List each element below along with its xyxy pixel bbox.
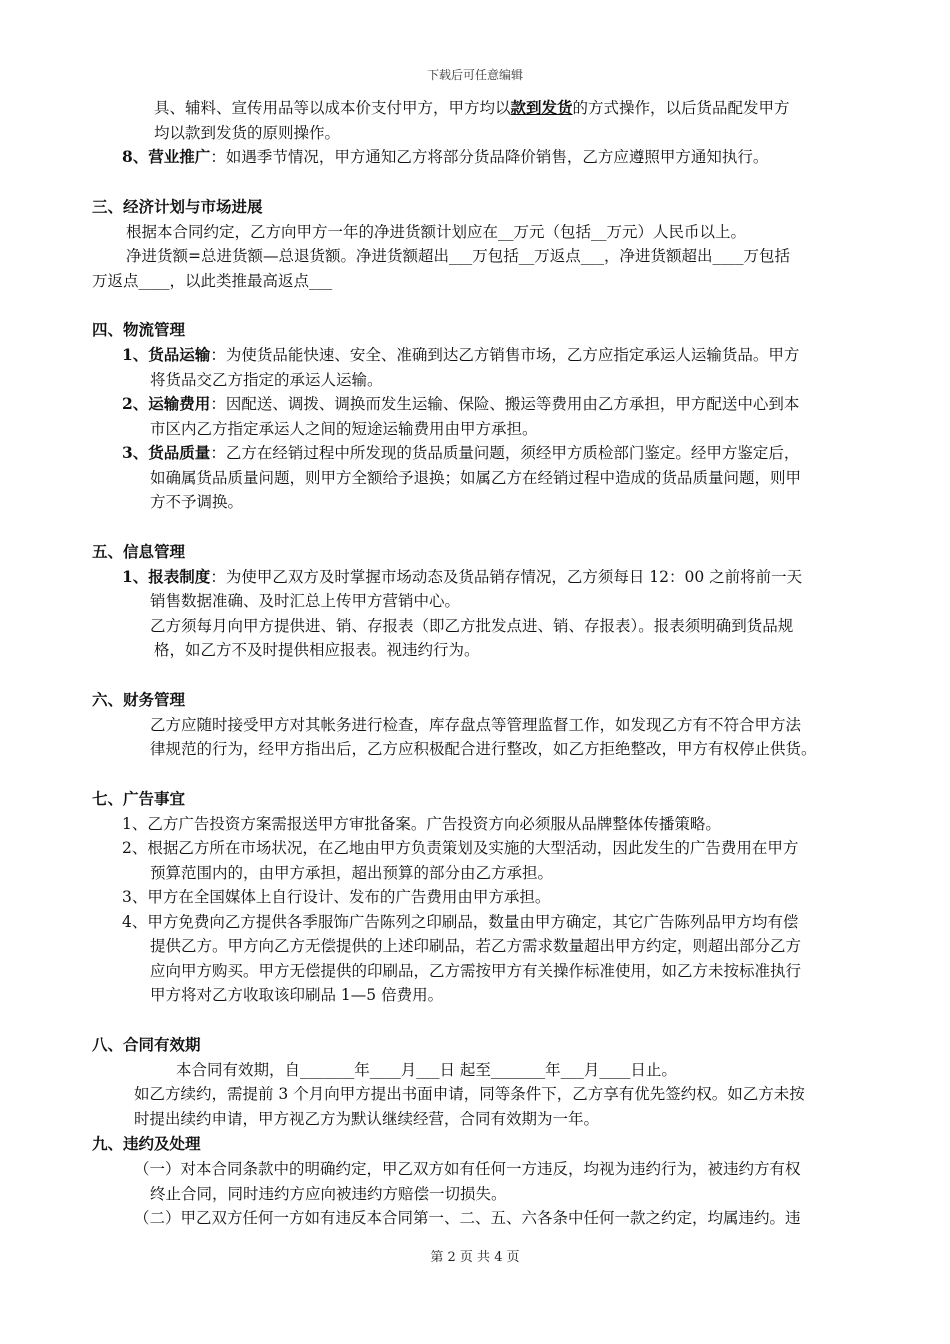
paragraph-line: 乙方须每月向甲方提供进、销、存报表（即乙方批发点进、销、存报表）。报表须明确到货品规 (150, 616, 794, 635)
paragraph-line: 终止合同，同时违约方应向被违约方赔偿一切损失。 (150, 1184, 507, 1203)
item-number: 8、 (122, 147, 149, 166)
item-title: 货品运输 (148, 345, 211, 364)
paragraph-line: 应向甲方购买。甲方无偿提供的印刷品，乙方需按甲方有关操作标准使用，如乙方未按标准执行 (150, 961, 802, 980)
contract-body (92, 96, 862, 1231)
list-item: 4、甲方免费向乙方提供各季服饰广告陈列之印刷品，数量由甲方确定，其它广告陈列品甲方均有偿 (122, 912, 799, 931)
paragraph-line: 乙方应随时接受甲方对其帐务进行检查，库存盘点等管理监督工作，如发现乙方有不符合甲方法 (150, 715, 802, 734)
item-text: ：如遇季节情况，甲方通知乙方将部分货品降价销售，乙方应遵照甲方通知执行。 (210, 148, 769, 166)
paragraph-line: 律规范的行为，经甲方指出后，乙方应积极配合进行整改，如乙方拒绝整改，甲方有权停止供货。 (150, 740, 817, 758)
paragraph-line: 如确属货品质量问题，则甲方全额给予退换；如属乙方在经销过程中造成的货品质量问题，则甲 (150, 468, 802, 487)
item-number: 1、 (122, 566, 149, 586)
item-title: 运输费用 (148, 394, 211, 413)
paragraph-line (92, 96, 862, 121)
paragraph-line: 时提出续约申请，甲方视乙方为默认继续经营，合同有效期为一年。 (134, 1109, 600, 1128)
item-transport-cost (92, 392, 862, 417)
paragraph-line: 方不予调换。 (150, 493, 244, 511)
item-number: 3、 (122, 443, 149, 462)
section-title-validity: 八、合同有效期 (92, 1034, 201, 1054)
item-quality (92, 441, 862, 466)
page-header-note: 下载后可任意编辑 (426, 68, 523, 82)
paragraph-line: 甲方将对乙方收取该印刷品 1—5 倍费用。 (150, 986, 444, 1004)
text-run: 具、辅料、宣传用品等以成本价支付甲方，甲方均以 (154, 99, 511, 117)
item-text: ：乙方在经销过程中所发现的货品质量问题，须经甲方质检部门鉴定。经甲方鉴定后， (210, 444, 800, 462)
paragraph-line: 将货品交乙方指定的承运人运输。 (150, 370, 383, 389)
paragraph-line: 预算范围内的，由甲方承担，超出预算的部分由乙方承担。 (150, 863, 554, 882)
item-promotion (92, 145, 862, 170)
paragraph-line: （一）对本合同条款中的明确约定，甲乙双方如有任何一方违反，均视为违约行为，被违约方有权 (134, 1160, 801, 1178)
item-number: 2、 (122, 394, 149, 413)
section-title-breach: 九、违约及处理 (92, 1134, 201, 1153)
list-item: 2、根据乙方所在市场状况，在乙地由甲方负责策划及实施的大型活动，因此发生的广告费用在甲方 (122, 839, 799, 857)
section-title-information: 五、信息管理 (92, 541, 186, 561)
list-item: 1、乙方广告投资方案需报送甲方审批备案。广告投资方向必须服从品牌整体传播策略。 (122, 814, 721, 833)
item-text: ：因配送、调拨、调换而发生运输、保险、搬运等费用由乙方承担，甲方配送中心到本 (210, 395, 800, 413)
paragraph-line: （二）甲乙双方任何一方如有违反本合同第一、二、五、六各条中任何一款之约定，均属违约。违 (134, 1209, 801, 1227)
item-title: 营业推广 (148, 147, 211, 166)
text-run: 的方式操作，以后货品配发甲方 (572, 99, 790, 117)
emphasis-payment-on-delivery: 款到发货 (510, 98, 573, 117)
paragraph-line: 净进货额=总进货额—总退货额。净进货额超出___万包括__万返点___，净进货额超出____万包括 (126, 247, 790, 265)
paragraph-line: 如乙方续约，需提前 3 个月向甲方提出书面申请，同等条件下，乙方享有优先签约权。如乙方未按 (134, 1085, 805, 1103)
item-title: 报表制度 (148, 566, 211, 586)
paragraph-line: 万返点____，以此类推最高返点___ (92, 271, 333, 290)
item-transport (92, 343, 862, 368)
paragraph-line: 市区内乙方指定承运人之间的短途运输费用由甲方承担。 (150, 419, 538, 438)
page-footer-number: 第 2 页 共 4 页 (430, 1250, 520, 1265)
section-title-finance: 六、财务管理 (92, 689, 186, 709)
item-report-system (92, 565, 862, 590)
list-item: 3、甲方在全国媒体上自行设计、发布的广告费用由甲方承担。 (122, 888, 551, 906)
item-text: ：为使甲乙双方及时掌握市场动态及货品销存情况，乙方须每日 12：00 之前将前一天 (210, 567, 803, 586)
paragraph-line: 格，如乙方不及时提供相应报表。视违约行为。 (154, 641, 480, 659)
paragraph-line: 根据本合同约定，乙方向甲方一年的净进货额计划应在__万元（包括__万元）人民币以上。 (126, 222, 747, 241)
section-title-advertising: 七、广告事宜 (92, 788, 186, 808)
paragraph-line: 均以款到发货的原则操作。 (154, 123, 341, 142)
item-text: ：为使货品能快速、安全、准确到达乙方销售市场，乙方应指定承运人运输货品。甲方 (210, 346, 800, 364)
paragraph-line: 本合同有效期，自_______年____月___日 起至_______年___月____日止。 (176, 1060, 677, 1079)
section-title-logistics: 四、物流管理 (92, 320, 186, 339)
item-title: 货品质量 (148, 443, 211, 462)
paragraph-line: 提供乙方。甲方向乙方无偿提供的上述印刷品，若乙方需求数量超出甲方约定，则超出部分乙方 (150, 937, 802, 955)
paragraph-line: 销售数据准确、及时汇总上传甲方营销中心。 (150, 592, 461, 610)
item-number: 1、 (122, 345, 149, 364)
section-title-economic-plan: 三、经济计划与市场进展 (92, 196, 263, 216)
